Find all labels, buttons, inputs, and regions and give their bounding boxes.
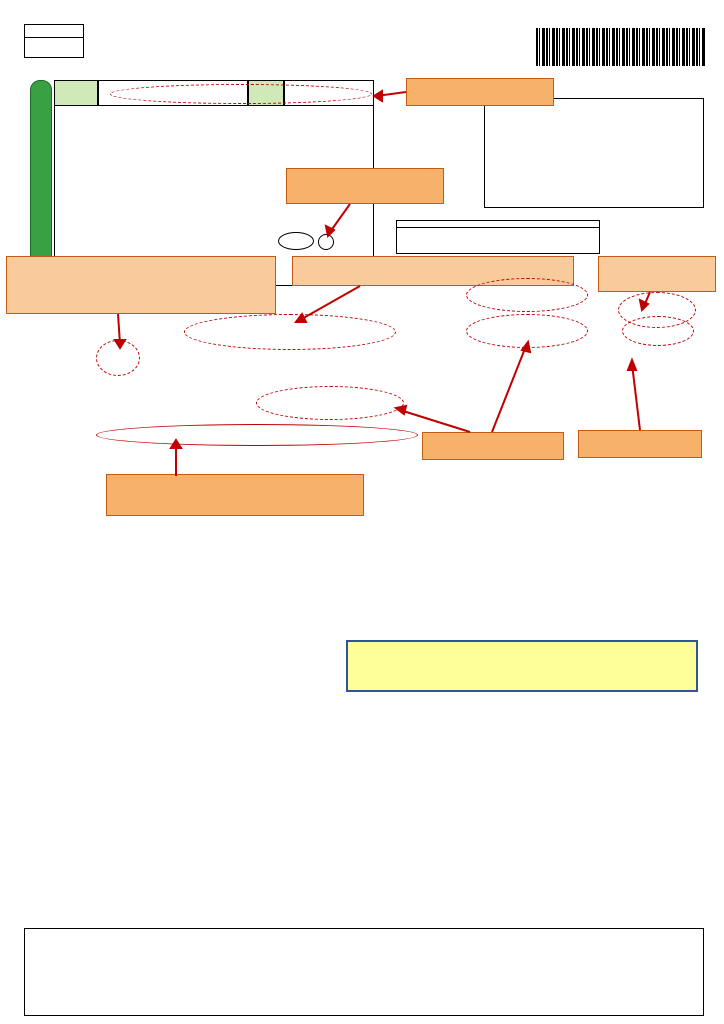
sharoushi-label [397, 221, 599, 228]
gender-callout [598, 256, 716, 292]
acqdate-highlight [466, 314, 588, 348]
date-callout [422, 432, 564, 460]
address-callout [106, 474, 364, 516]
category-callout [6, 256, 276, 314]
office-code-label [54, 80, 98, 106]
office-callout [406, 78, 554, 106]
sharoushi-box [396, 220, 600, 254]
form-code-label [25, 25, 83, 38]
barcode [536, 28, 706, 66]
mynumber-highlight [184, 314, 396, 350]
important-callout [346, 640, 698, 692]
birth-highlight [466, 278, 588, 312]
receipt-box [484, 98, 704, 208]
footer-box [24, 928, 704, 1016]
seal-mark [318, 234, 334, 250]
dependent-highlight [622, 316, 694, 346]
seal-stamp [278, 232, 314, 250]
dependent-callout [578, 430, 702, 458]
address-highlight [96, 424, 418, 446]
sharoushi-name [397, 228, 599, 232]
office-code-highlight [110, 84, 372, 104]
seal-callout [286, 168, 444, 204]
pay-highlight [256, 386, 404, 420]
category-highlight [96, 340, 140, 376]
form-code-box [24, 24, 84, 58]
